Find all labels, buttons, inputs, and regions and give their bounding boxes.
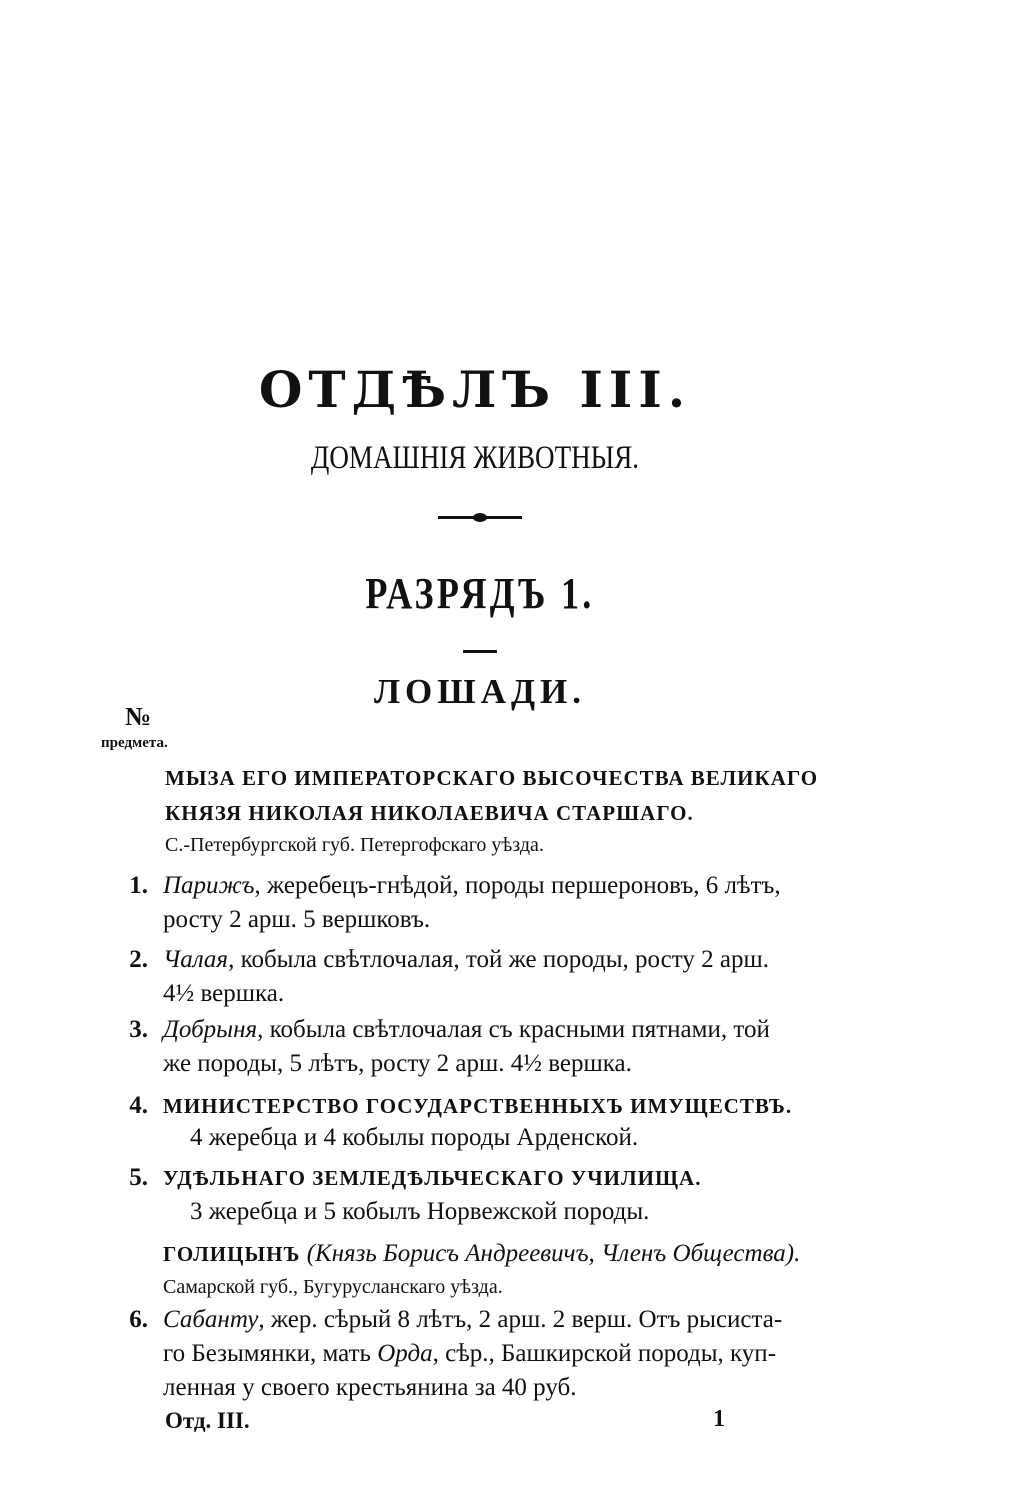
horse-name: Добрыня	[163, 1016, 258, 1043]
subcategory-title: ЛОШАДИ.	[373, 672, 587, 711]
item-text: , сѣр., Башкирской породы, куп-	[432, 1340, 777, 1367]
exhibitor-detail: (Князь Борисъ Андреевичъ, Членъ Общества).	[300, 1240, 801, 1267]
horse-name: Сабанту	[163, 1306, 259, 1333]
item-text: го Безымянки, мать	[163, 1340, 378, 1367]
item-number: 2.	[129, 946, 148, 973]
item-3-line1	[163, 1016, 770, 1044]
short-divider	[463, 650, 497, 653]
item-5-text: 3 жеребца и 5 кобылъ Норвежской породы.	[190, 1198, 650, 1225]
category-title: РАЗРЯДЪ 1.	[365, 569, 595, 618]
item-number: 3.	[129, 1016, 148, 1043]
item-6-line3: ленная у своего крестьянина за 40 руб.	[163, 1374, 577, 1401]
item-2-line1	[163, 946, 769, 974]
item-text: , жеребецъ-гнѣдой, породы першероновъ, 6 лѣтъ,	[254, 872, 781, 899]
item-4-exhibitor: МИНИСТЕРСТВО ГОСУДАРСТВЕННЫХЪ ИМУЩЕСТВЪ.	[163, 1094, 793, 1118]
item-number: 1.	[129, 872, 148, 899]
mother-name: Орда	[377, 1340, 433, 1367]
horse-name: Чалая	[163, 946, 229, 973]
item-text: , кобыла свѣтлочалая, той же породы, росту 2 арш.	[228, 946, 769, 973]
signature-mark: Отд. III.	[165, 1408, 250, 1433]
horse-name: Парижъ	[163, 872, 255, 899]
item-number: 5.	[129, 1164, 148, 1191]
item-5-exhibitor: УДѢЛЬНАГО ЗЕМЛЕДѢЛЬЧЕСКАГО УЧИЛИЩА.	[163, 1166, 702, 1190]
item-number: 6.	[129, 1306, 148, 1333]
exhibitor-golitsyn-location: Самарской губ., Бугурусланскаго уѣзда.	[163, 1276, 503, 1298]
item-6-line2	[163, 1340, 776, 1368]
section-title: ОТДѢЛЪ III.	[258, 360, 692, 419]
item-text: , кобыла свѣтлочалая съ красными пятнами, той	[257, 1016, 770, 1043]
item-4-text: 4 жеребца и 4 кобылы породы Арденской.	[190, 1124, 639, 1151]
item-1-line2: росту 2 арш. 5 вершковъ.	[163, 906, 431, 933]
ornament-divider	[438, 516, 522, 519]
exhibitor-myza-line2: КНЯЗЯ НИКОЛАЯ НИКОЛАЕВИЧА СТАРШАГО.	[165, 801, 694, 825]
number-column-label: предмета.	[101, 735, 168, 751]
exhibitor-name: ГОЛИЦЫНЪ	[163, 1242, 301, 1266]
item-text: , жер. сѣрый 8 лѣтъ, 2 арш. 2 верш. Отъ рысиста-	[258, 1306, 783, 1333]
number-sign: №	[125, 702, 152, 731]
page-number: 1	[713, 1406, 725, 1432]
item-1-line1	[163, 872, 781, 900]
exhibitor-golitsyn	[163, 1240, 800, 1268]
item-2-line2: 4½ вершка.	[163, 980, 285, 1007]
item-number: 4.	[129, 1092, 148, 1119]
item-3-line2: же породы, 5 лѣтъ, росту 2 арш. 4½ вершка.	[163, 1050, 632, 1077]
section-subtitle: ДОМАШНІЯ ЖИВОТНЫЯ.	[310, 440, 640, 476]
exhibitor-myza-line1: МЫЗА ЕГО ИМПЕРАТОРСКАГО ВЫСОЧЕСТВА ВЕЛИКАГО	[165, 766, 819, 790]
exhibitor-myza-location: С.-Петербургской губ. Петергофскаго уѣзда.	[165, 834, 544, 856]
item-6-line1	[163, 1306, 782, 1334]
